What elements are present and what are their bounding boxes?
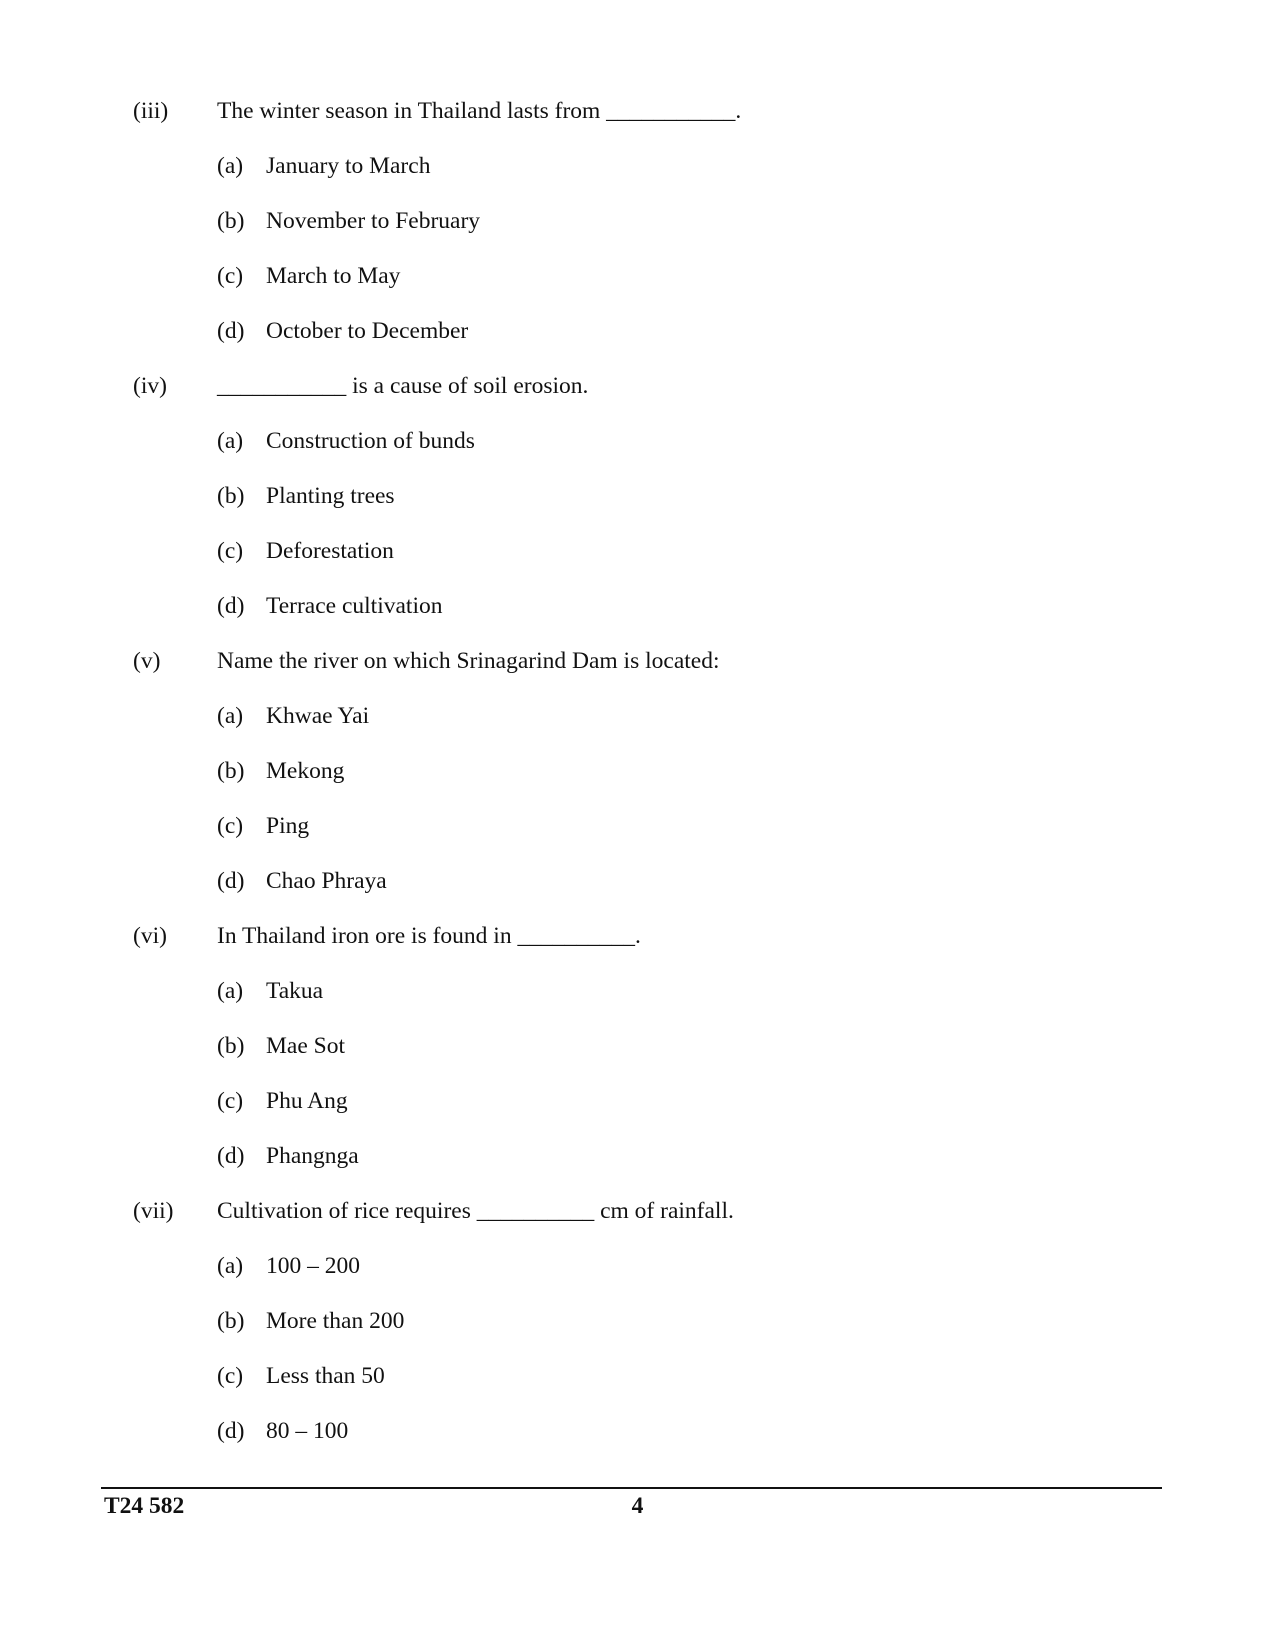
option-c (133, 1088, 1163, 1143)
paper-code: T24 582 (104, 1493, 185, 1519)
option-label: (d) (217, 1143, 245, 1169)
option-text: Chao Phraya (266, 868, 387, 894)
option-label: (a) (217, 978, 244, 1004)
option-a (133, 428, 1163, 483)
option-text: Phu Ang (266, 1088, 348, 1114)
option-text: Deforestation (266, 538, 394, 564)
option-b (133, 758, 1163, 813)
option-d (133, 593, 1163, 648)
option-d (133, 1143, 1163, 1198)
option-label: (d) (217, 868, 245, 894)
footer-divider (101, 1487, 1162, 1489)
option-label: (c) (217, 1363, 244, 1389)
option-a (133, 153, 1163, 208)
option-c (133, 1363, 1163, 1418)
question-number: (vii) (133, 1198, 174, 1224)
option-label: (b) (217, 483, 245, 509)
option-c (133, 263, 1163, 318)
option-text: October to December (266, 318, 469, 344)
question-text: The winter season in Thailand lasts from ___________. (217, 98, 742, 124)
question-stem (133, 923, 1163, 978)
option-a (133, 1253, 1163, 1308)
question-number: (iii) (133, 98, 169, 124)
option-d (133, 1418, 1163, 1473)
question-stem (133, 1198, 1163, 1253)
option-label: (d) (217, 1418, 245, 1444)
option-label: (b) (217, 1033, 245, 1059)
option-text: March to May (266, 263, 401, 289)
question-iv (133, 373, 1163, 648)
option-label: (a) (217, 428, 244, 454)
question-stem (133, 648, 1163, 703)
option-label: (c) (217, 263, 244, 289)
option-text: Mekong (266, 758, 345, 784)
option-text: November to February (266, 208, 481, 234)
question-list (133, 98, 1163, 1473)
option-label: (a) (217, 703, 244, 729)
option-text: Construction of bunds (266, 428, 475, 454)
question-number: (v) (133, 648, 161, 674)
option-b (133, 483, 1163, 538)
option-label: (c) (217, 1088, 244, 1114)
question-number: (iv) (133, 373, 167, 399)
option-text: Less than 50 (266, 1363, 385, 1389)
question-stem (133, 98, 1163, 153)
option-label: (a) (217, 153, 244, 179)
option-text: Ping (266, 813, 310, 839)
option-b (133, 208, 1163, 263)
option-text: 80 – 100 (266, 1418, 349, 1444)
page-number: 4 (631, 1493, 644, 1519)
option-label: (b) (217, 758, 245, 784)
question-vii (133, 1198, 1163, 1473)
option-text: Mae Sot (266, 1033, 345, 1059)
option-d (133, 868, 1163, 923)
option-label: (b) (217, 208, 245, 234)
option-label: (d) (217, 593, 245, 619)
option-c (133, 813, 1163, 868)
option-text: Takua (266, 978, 324, 1004)
option-a (133, 703, 1163, 758)
option-text: Planting trees (266, 483, 395, 509)
option-label: (c) (217, 538, 244, 564)
option-text: Phangnga (266, 1143, 359, 1169)
option-d (133, 318, 1163, 373)
option-a (133, 978, 1163, 1033)
option-text: Khwae Yai (266, 703, 370, 729)
question-stem (133, 373, 1163, 428)
option-label: (d) (217, 318, 245, 344)
question-text: Name the river on which Srinagarind Dam is located: (217, 648, 720, 674)
question-number: (vi) (133, 923, 167, 949)
option-text: More than 200 (266, 1308, 405, 1334)
option-text: January to March (266, 153, 431, 179)
option-b (133, 1308, 1163, 1363)
option-text: 100 – 200 (266, 1253, 360, 1279)
question-vi (133, 923, 1163, 1198)
question-text: Cultivation of rice requires __________ cm of rainfall. (217, 1198, 734, 1224)
question-text: ___________ is a cause of soil erosion. (217, 373, 589, 399)
option-c (133, 538, 1163, 593)
question-v (133, 648, 1163, 923)
option-b (133, 1033, 1163, 1088)
option-text: Terrace cultivation (266, 593, 443, 619)
option-label: (c) (217, 813, 244, 839)
question-text: In Thailand iron ore is found in __________. (217, 923, 641, 949)
option-label: (a) (217, 1253, 244, 1279)
question-iii (133, 98, 1163, 373)
option-label: (b) (217, 1308, 245, 1334)
